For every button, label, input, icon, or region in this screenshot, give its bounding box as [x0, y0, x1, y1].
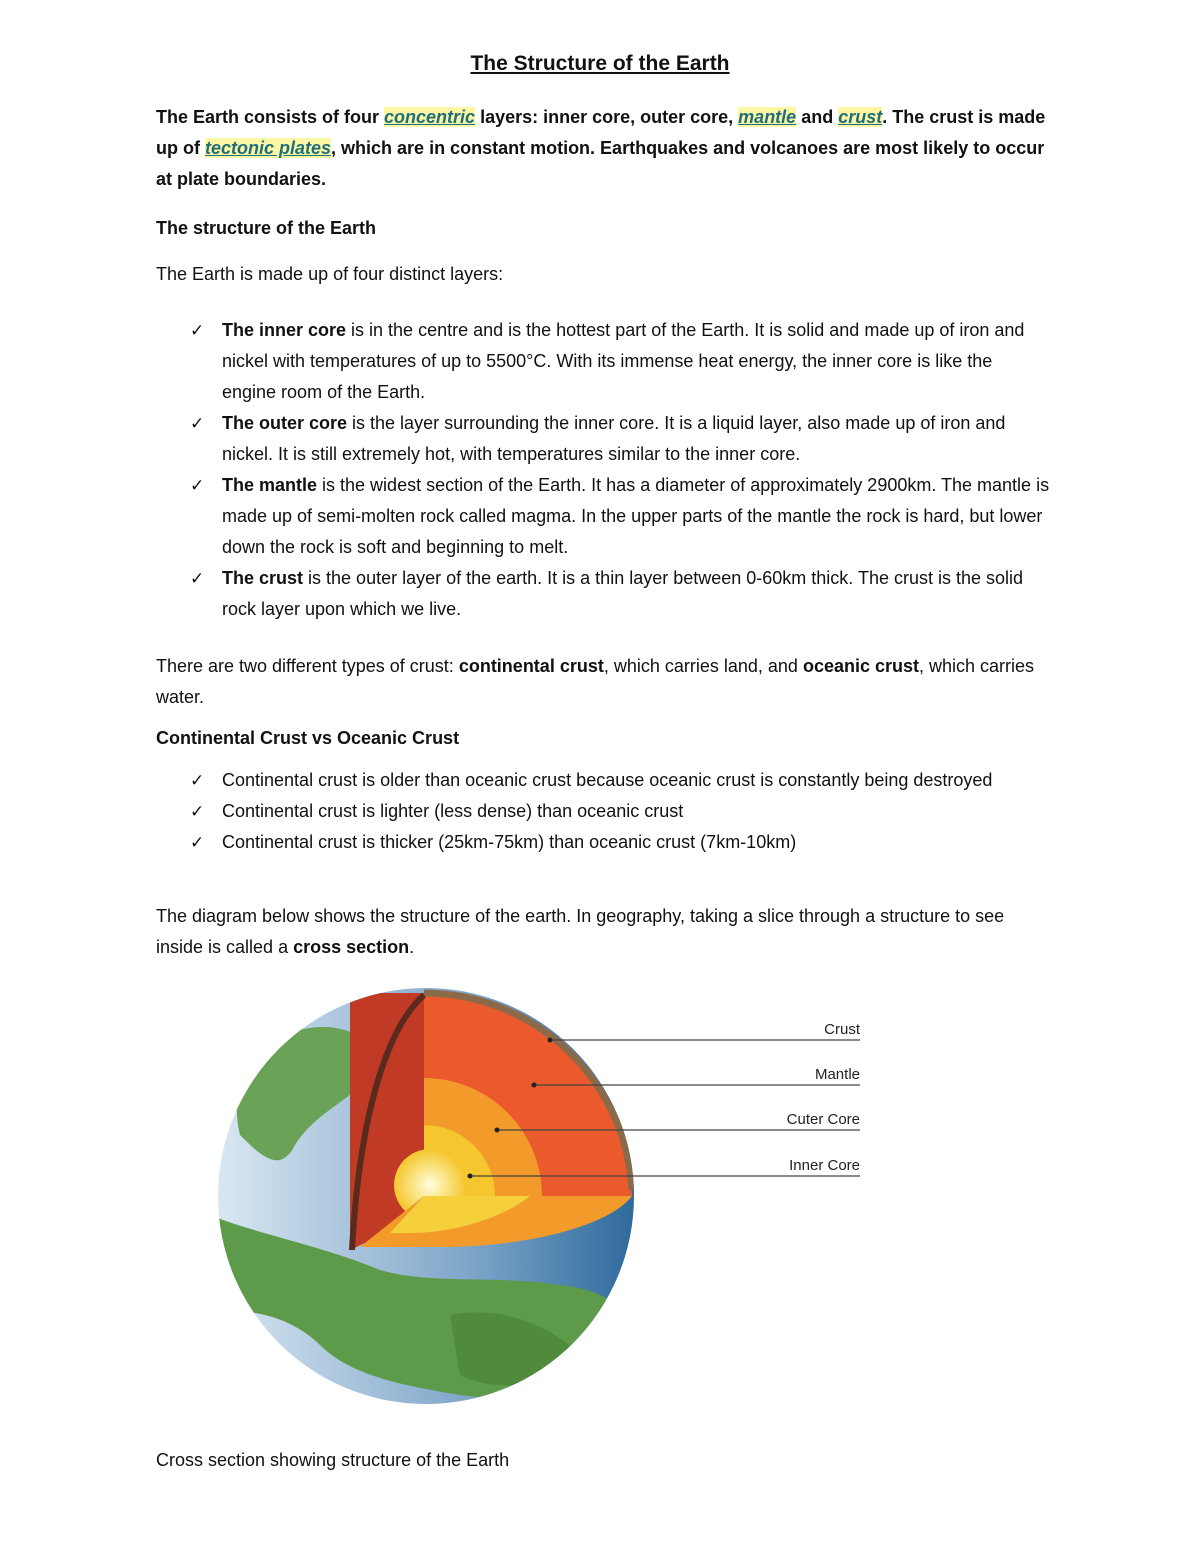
leader-dot-outer-core	[495, 1128, 500, 1133]
check-icon: ✓	[190, 771, 205, 790]
page-title: The Structure of the Earth	[470, 52, 730, 75]
list-item	[190, 470, 1050, 563]
diagram-intro-text-2: .	[409, 937, 415, 957]
diagram-label-outer-core: Cuter Core	[786, 1111, 860, 1128]
section-lead: The Earth is made up of four distinct layers:	[156, 264, 504, 284]
earth-cross-section-diagram	[200, 985, 900, 1415]
layer-text: is the widest section of the Earth. It has a diameter of approximately 2900km. The mantle is made up of semi-molten rock called magma. In the upper parts of the mantle the rock is hard, but lower down the rock is soft and beginning to melt.	[222, 475, 1050, 557]
check-icon: ✓	[190, 414, 205, 433]
crust-text-1: There are two different types of crust:	[156, 656, 459, 676]
intro-text-2: layers: inner core, outer core,	[475, 107, 739, 127]
section-heading-crust-comparison: Continental Crust vs Oceanic Crust	[156, 728, 460, 748]
layer-text: is the layer surrounding the inner core. It is a liquid layer, also made up of iron and nickel. It is still extremely hot, with temperatures similar to the inner core.	[222, 413, 1006, 464]
highlight-crust: crust	[838, 107, 883, 127]
check-icon: ✓	[190, 833, 205, 852]
continental-crust-term: continental crust	[458, 656, 604, 676]
diagram-intro-paragraph	[156, 901, 1056, 963]
crust-types-paragraph	[156, 651, 1056, 713]
list-item	[190, 408, 1050, 470]
diagram-label-mantle: Mantle	[814, 1066, 860, 1083]
layer-term: The crust	[222, 568, 304, 588]
list-item	[190, 563, 1050, 625]
intro-text-1: The Earth consists of four	[156, 107, 385, 127]
layer-term: The mantle	[222, 475, 318, 495]
intro-text-5: , which are in constant motion. Earthquakes and volcanoes are most likely to occur at plate boundaries.	[156, 138, 1045, 189]
comparison-text: Continental crust is older than oceanic crust because oceanic crust is constantly being destroyed	[222, 770, 993, 790]
comparison-list	[190, 765, 1050, 858]
section-heading-structure: The structure of the Earth	[156, 218, 377, 238]
cutaway	[350, 993, 632, 1250]
leader-dot-crust	[548, 1038, 553, 1043]
list-item	[190, 315, 1050, 408]
check-icon: ✓	[190, 476, 205, 495]
layers-list	[190, 315, 1050, 625]
leader-dot-mantle	[532, 1083, 537, 1088]
intro-text-3: and	[796, 107, 839, 127]
comparison-text: Continental crust is thicker (25km-75km) than oceanic crust (7km-10km)	[222, 832, 797, 852]
diagram-label-crust: Crust	[824, 1021, 860, 1038]
list-item	[190, 796, 1050, 827]
highlight-mantle: mantle	[738, 107, 797, 127]
label-crust	[548, 1021, 861, 1043]
oceanic-crust-term: oceanic crust	[802, 656, 920, 676]
layer-term: The inner core	[222, 320, 347, 340]
check-icon: ✓	[190, 321, 205, 340]
cross-section-term: cross section	[293, 937, 410, 957]
check-icon: ✓	[190, 802, 205, 821]
layer-term: The outer core	[222, 413, 348, 433]
intro-paragraph	[156, 102, 1056, 195]
crust-text-3: , which carries water.	[156, 656, 1035, 707]
intro-text-4: . The crust is made up of	[156, 107, 1046, 158]
highlight-tectonic-plates: tectonic plates	[204, 138, 332, 158]
figure-caption: Cross section showing structure of the Earth	[156, 1450, 510, 1470]
highlight-concentric: concentric	[384, 107, 476, 127]
layer-text: is the outer layer of the earth. It is a thin layer between 0-60km thick. The crust is the solid rock layer upon which we live.	[222, 568, 1024, 619]
check-icon: ✓	[190, 569, 205, 588]
diagram-intro-text-1: The diagram below shows the structure of the earth. In geography, taking a slice through a structure to see inside is called a	[156, 906, 1005, 957]
layer-text: is in the centre and is the hottest part of the Earth. It is solid and made up of iron and nickel with temperatures of up to 5500°C. With its immense heat energy, the inner core is like the engine room of the Earth.	[222, 320, 1025, 402]
list-item	[190, 765, 1050, 796]
crust-text-2: , which carries land, and	[603, 656, 803, 676]
diagram-label-inner-core: Inner Core	[789, 1157, 860, 1174]
leader-dot-inner-core	[468, 1174, 473, 1179]
list-item	[190, 827, 1050, 858]
comparison-text: Continental crust is lighter (less dense) than oceanic crust	[222, 801, 684, 821]
